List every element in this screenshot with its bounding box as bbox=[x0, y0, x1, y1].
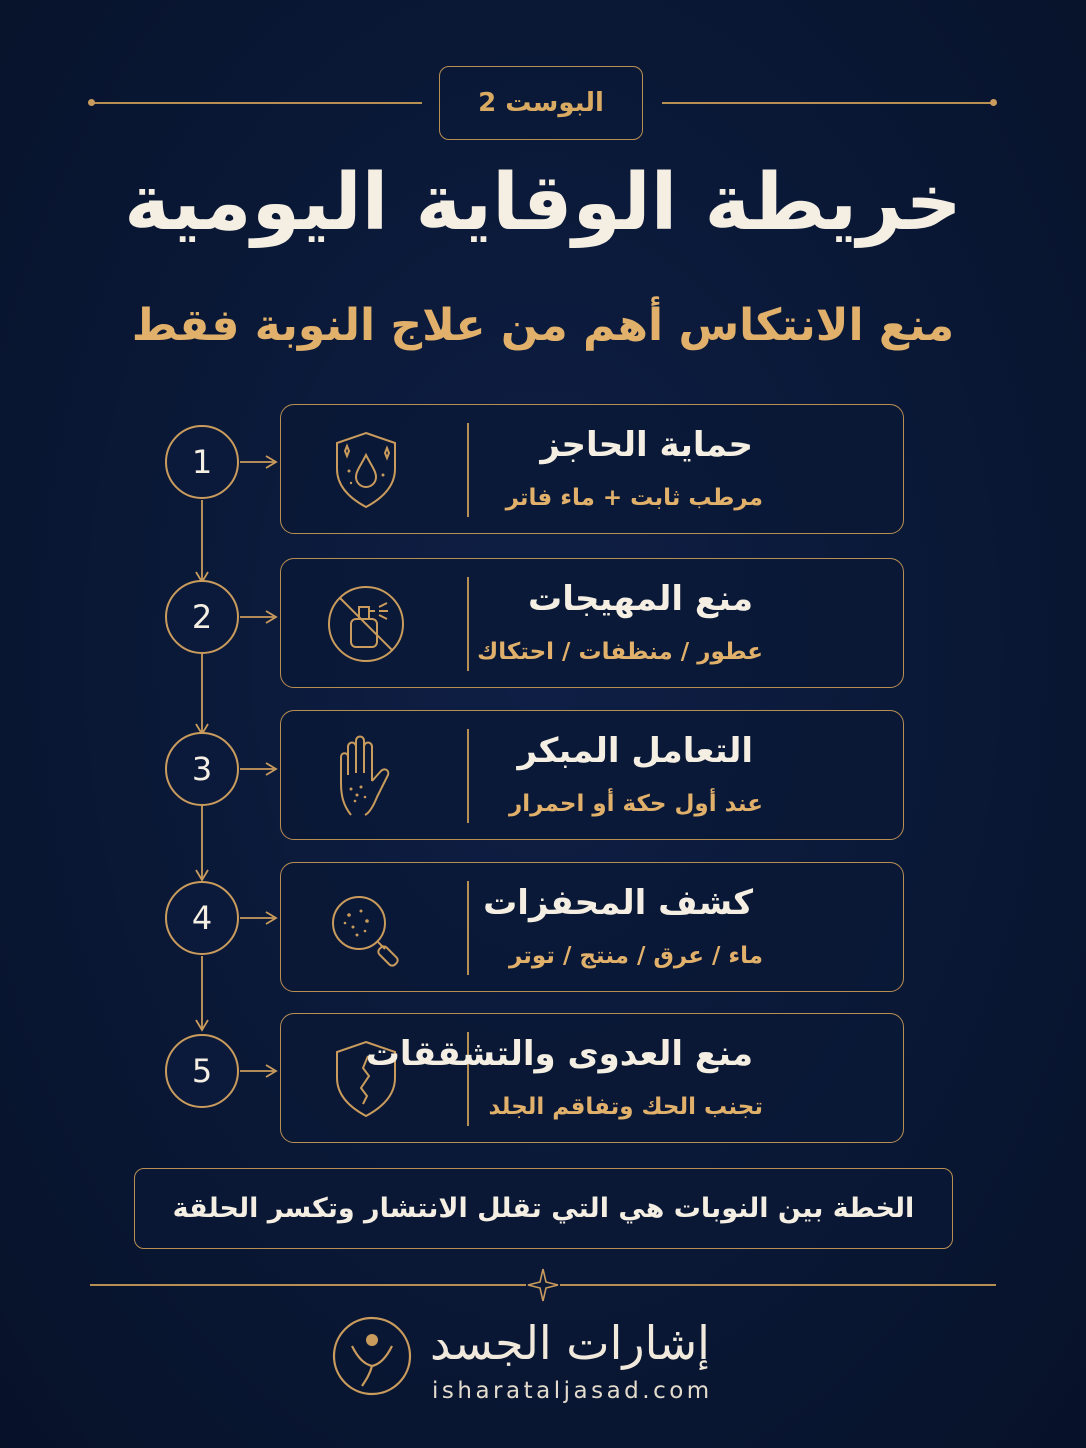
card-separator bbox=[467, 729, 469, 823]
step-number-3: 3 bbox=[165, 732, 239, 806]
step-card-irritants bbox=[280, 558, 904, 688]
step-title: التعامل المبكر bbox=[517, 731, 753, 771]
shield-droplet-icon bbox=[321, 429, 411, 511]
brand-name: إشارات الجسد bbox=[430, 1316, 710, 1370]
footer-note: الخطة بين النوبات هي التي تقلل الانتشار وتكسر الحلقة bbox=[134, 1168, 953, 1249]
step-card-barrier bbox=[280, 404, 904, 534]
divider-dot-right bbox=[990, 99, 997, 106]
step-number-4: 4 bbox=[165, 881, 239, 955]
step-number-5: 5 bbox=[165, 1034, 239, 1108]
page-subtitle: منع الانتكاس أهم من علاج النوبة فقط bbox=[131, 300, 955, 351]
card-separator bbox=[467, 881, 469, 975]
brand-url: isharataljasad.com bbox=[432, 1378, 713, 1404]
magnifier-icon bbox=[321, 887, 411, 969]
step-card-triggers bbox=[280, 862, 904, 992]
top-divider-left bbox=[92, 102, 422, 104]
hand-rash-icon bbox=[321, 735, 411, 817]
step-subtitle: عطور / منظفات / احتكاك bbox=[477, 639, 763, 665]
no-spray-icon bbox=[321, 583, 411, 665]
step-title: حماية الحاجز bbox=[540, 425, 753, 465]
step-subtitle: مرطب ثابت + ماء فاتر bbox=[505, 485, 763, 511]
post-badge: البوست 2 bbox=[439, 66, 643, 140]
top-divider-right bbox=[662, 102, 992, 104]
step-title: منع العدوى والتشققات bbox=[365, 1034, 753, 1074]
star-ornament-icon bbox=[527, 1268, 559, 1302]
card-separator bbox=[467, 423, 469, 517]
step-number-1: 1 bbox=[165, 425, 239, 499]
step-subtitle: ماء / عرق / منتج / توتر bbox=[508, 943, 763, 969]
bottom-divider-left bbox=[90, 1284, 526, 1286]
step-subtitle: عند أول حكة أو احمرار bbox=[509, 791, 763, 817]
bottom-divider-right bbox=[560, 1284, 996, 1286]
step-title: منع المهيجات bbox=[528, 579, 753, 619]
step-subtitle: تجنب الحك وتفاقم الجلد bbox=[488, 1094, 763, 1120]
step-number-2: 2 bbox=[165, 580, 239, 654]
brand-logo-icon bbox=[330, 1314, 414, 1398]
card-separator bbox=[467, 577, 469, 671]
step-title: كشف المحفزات bbox=[483, 883, 753, 923]
step-card-infection bbox=[280, 1013, 904, 1143]
page-title: خريطة الوقاية اليومية bbox=[124, 158, 962, 248]
divider-dot-left bbox=[88, 99, 95, 106]
step-card-early bbox=[280, 710, 904, 840]
